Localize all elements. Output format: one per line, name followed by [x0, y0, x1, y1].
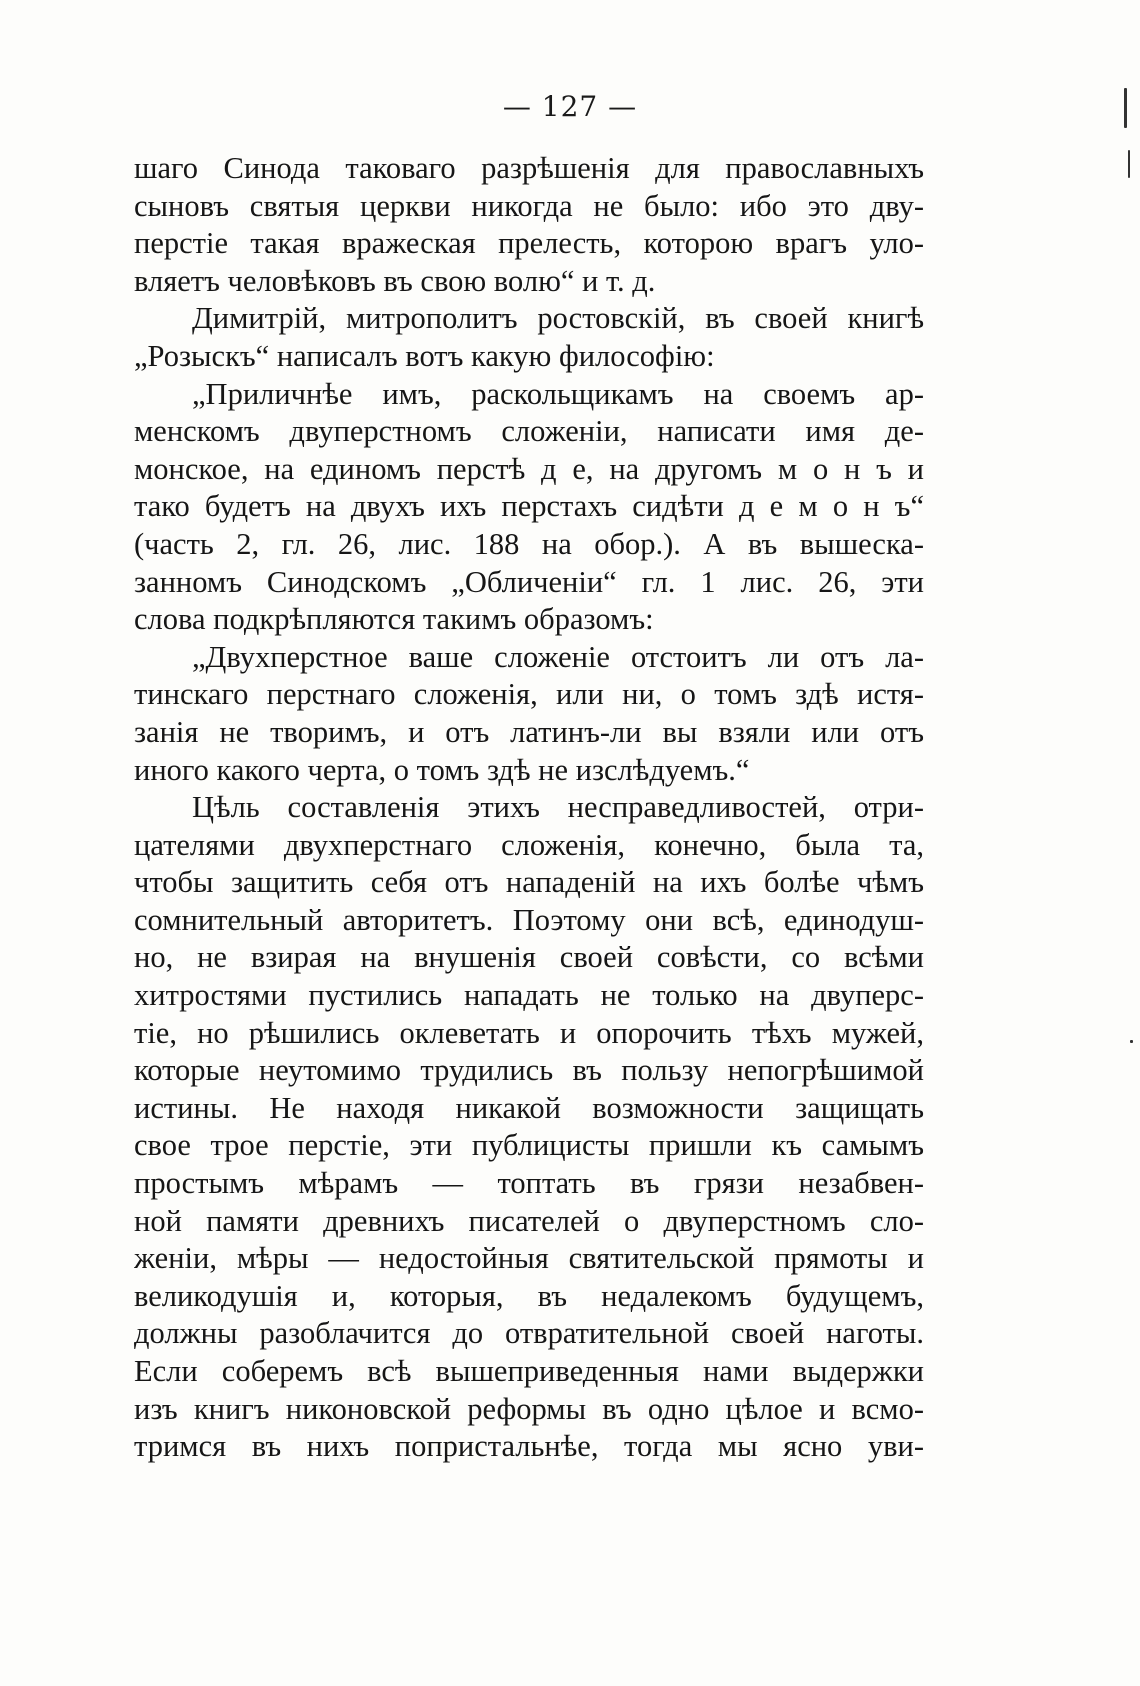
text-line: сыновъ святыя церкви никогда не было: ибо это дву- [134, 188, 924, 223]
text-line: занія не творимъ, и отъ латинъ-ли вы взяли или отъ [134, 714, 924, 749]
text-line: тинскаго перстнаго сложенія, или ни, о томъ здѣ истя- [134, 677, 924, 712]
text-line: свое трое перстіе, эти публицисты пришли къ самымъ [134, 1128, 924, 1163]
text-line: великодушія и, которыя, въ недалекомъ будущемъ, [134, 1278, 924, 1313]
paragraph-4 [134, 639, 924, 789]
text-line: истины. Не находя никакой возможности защищать [134, 1090, 924, 1125]
text-line: „Двухперстное ваше сложеніе отстоитъ ли отъ ла- [192, 639, 924, 674]
text-line: монское, на единомъ перстѣ д е, на другомъ м о н ъ и [134, 451, 924, 486]
text-line: перстіе такая вражеская прелесть, которою врагъ уло- [134, 226, 924, 261]
text-line: ной памяти древнихъ писателей о двуперстномъ сло- [134, 1203, 924, 1238]
scan-mark [1130, 1040, 1133, 1043]
text-line: „Розыскъ“ написалъ вотъ какую философію: [134, 338, 715, 373]
text-line: (часть 2, гл. 26, лис. 188 на обор.). А въ вышеска- [134, 526, 924, 561]
page-number: — 127 — [502, 90, 638, 123]
text-line: должны разоблачится до отвратительной своей наготы. [134, 1316, 924, 1351]
text-line: шаго Синода таковаго разрѣшенія для православныхъ [134, 151, 924, 185]
paragraph-5 [134, 789, 924, 1466]
text-line: тако будетъ на двухъ ихъ перстахъ сидѣти д е м о н ъ“ [134, 489, 924, 524]
text-line: „Приличнѣе имъ, раскольщикамъ на своемъ ар- [192, 376, 924, 411]
text-line: хитростями пустились нападать не только на двуперс- [134, 978, 924, 1013]
text-line: Если соберемъ всѣ вышеприведенныя нами выдержки [134, 1354, 924, 1388]
text-line: но, не взирая на внушенія своей совѣсти, со всѣми [134, 940, 924, 975]
scan-mark [1128, 150, 1130, 178]
scan-mark [1124, 88, 1127, 128]
text-line: занномъ Синодскомъ „Обличеніи“ гл. 1 лис. 26, эти [134, 564, 924, 599]
text-line: цателями двухперстнаго сложенія, конечно, была та, [134, 827, 924, 862]
text-line: иного какого черта, о томъ здѣ не изслѣдуемъ.“ [134, 752, 750, 787]
text-line: Цѣль составленія этихъ несправедливостей, отри- [192, 790, 924, 825]
text-line: изъ книгъ никоновской реформы въ одно цѣлое и всмо- [134, 1391, 924, 1426]
paragraph-3 [134, 376, 924, 639]
text-line: чтобы защитить себя отъ нападеній на ихъ болѣе чѣмъ [134, 865, 924, 900]
text-line: сомнительный авторитетъ. Поэтому они всѣ, единодуш- [134, 902, 924, 937]
body-text [134, 150, 924, 1466]
paragraph-2 [134, 300, 924, 375]
text-line: которые неутомимо трудились въ пользу непогрѣшимой [134, 1053, 924, 1088]
text-line: вляетъ человѣковъ въ свою волю“ и т. д. [134, 263, 656, 298]
text-line: тіе, но рѣшились оклеветать и опорочить тѣхъ мужей, [134, 1015, 924, 1050]
paragraph-1 [134, 150, 924, 300]
text-line: слова подкрѣпляются такимъ образомъ: [134, 602, 654, 637]
text-line: тримся въ нихъ попристальнѣе, тогда мы ясно уви- [134, 1429, 924, 1464]
text-line: Димитрій, митрополитъ ростовскій, въ своей книгѣ [192, 301, 924, 336]
text-line: менскомъ двуперстномъ сложеніи, написати имя де- [134, 414, 924, 449]
text-line: женіи, мѣры — недостойныя святительской прямоты и [134, 1241, 924, 1276]
text-line: простымъ мѣрамъ — топтать въ грязи незабвен- [134, 1166, 924, 1201]
